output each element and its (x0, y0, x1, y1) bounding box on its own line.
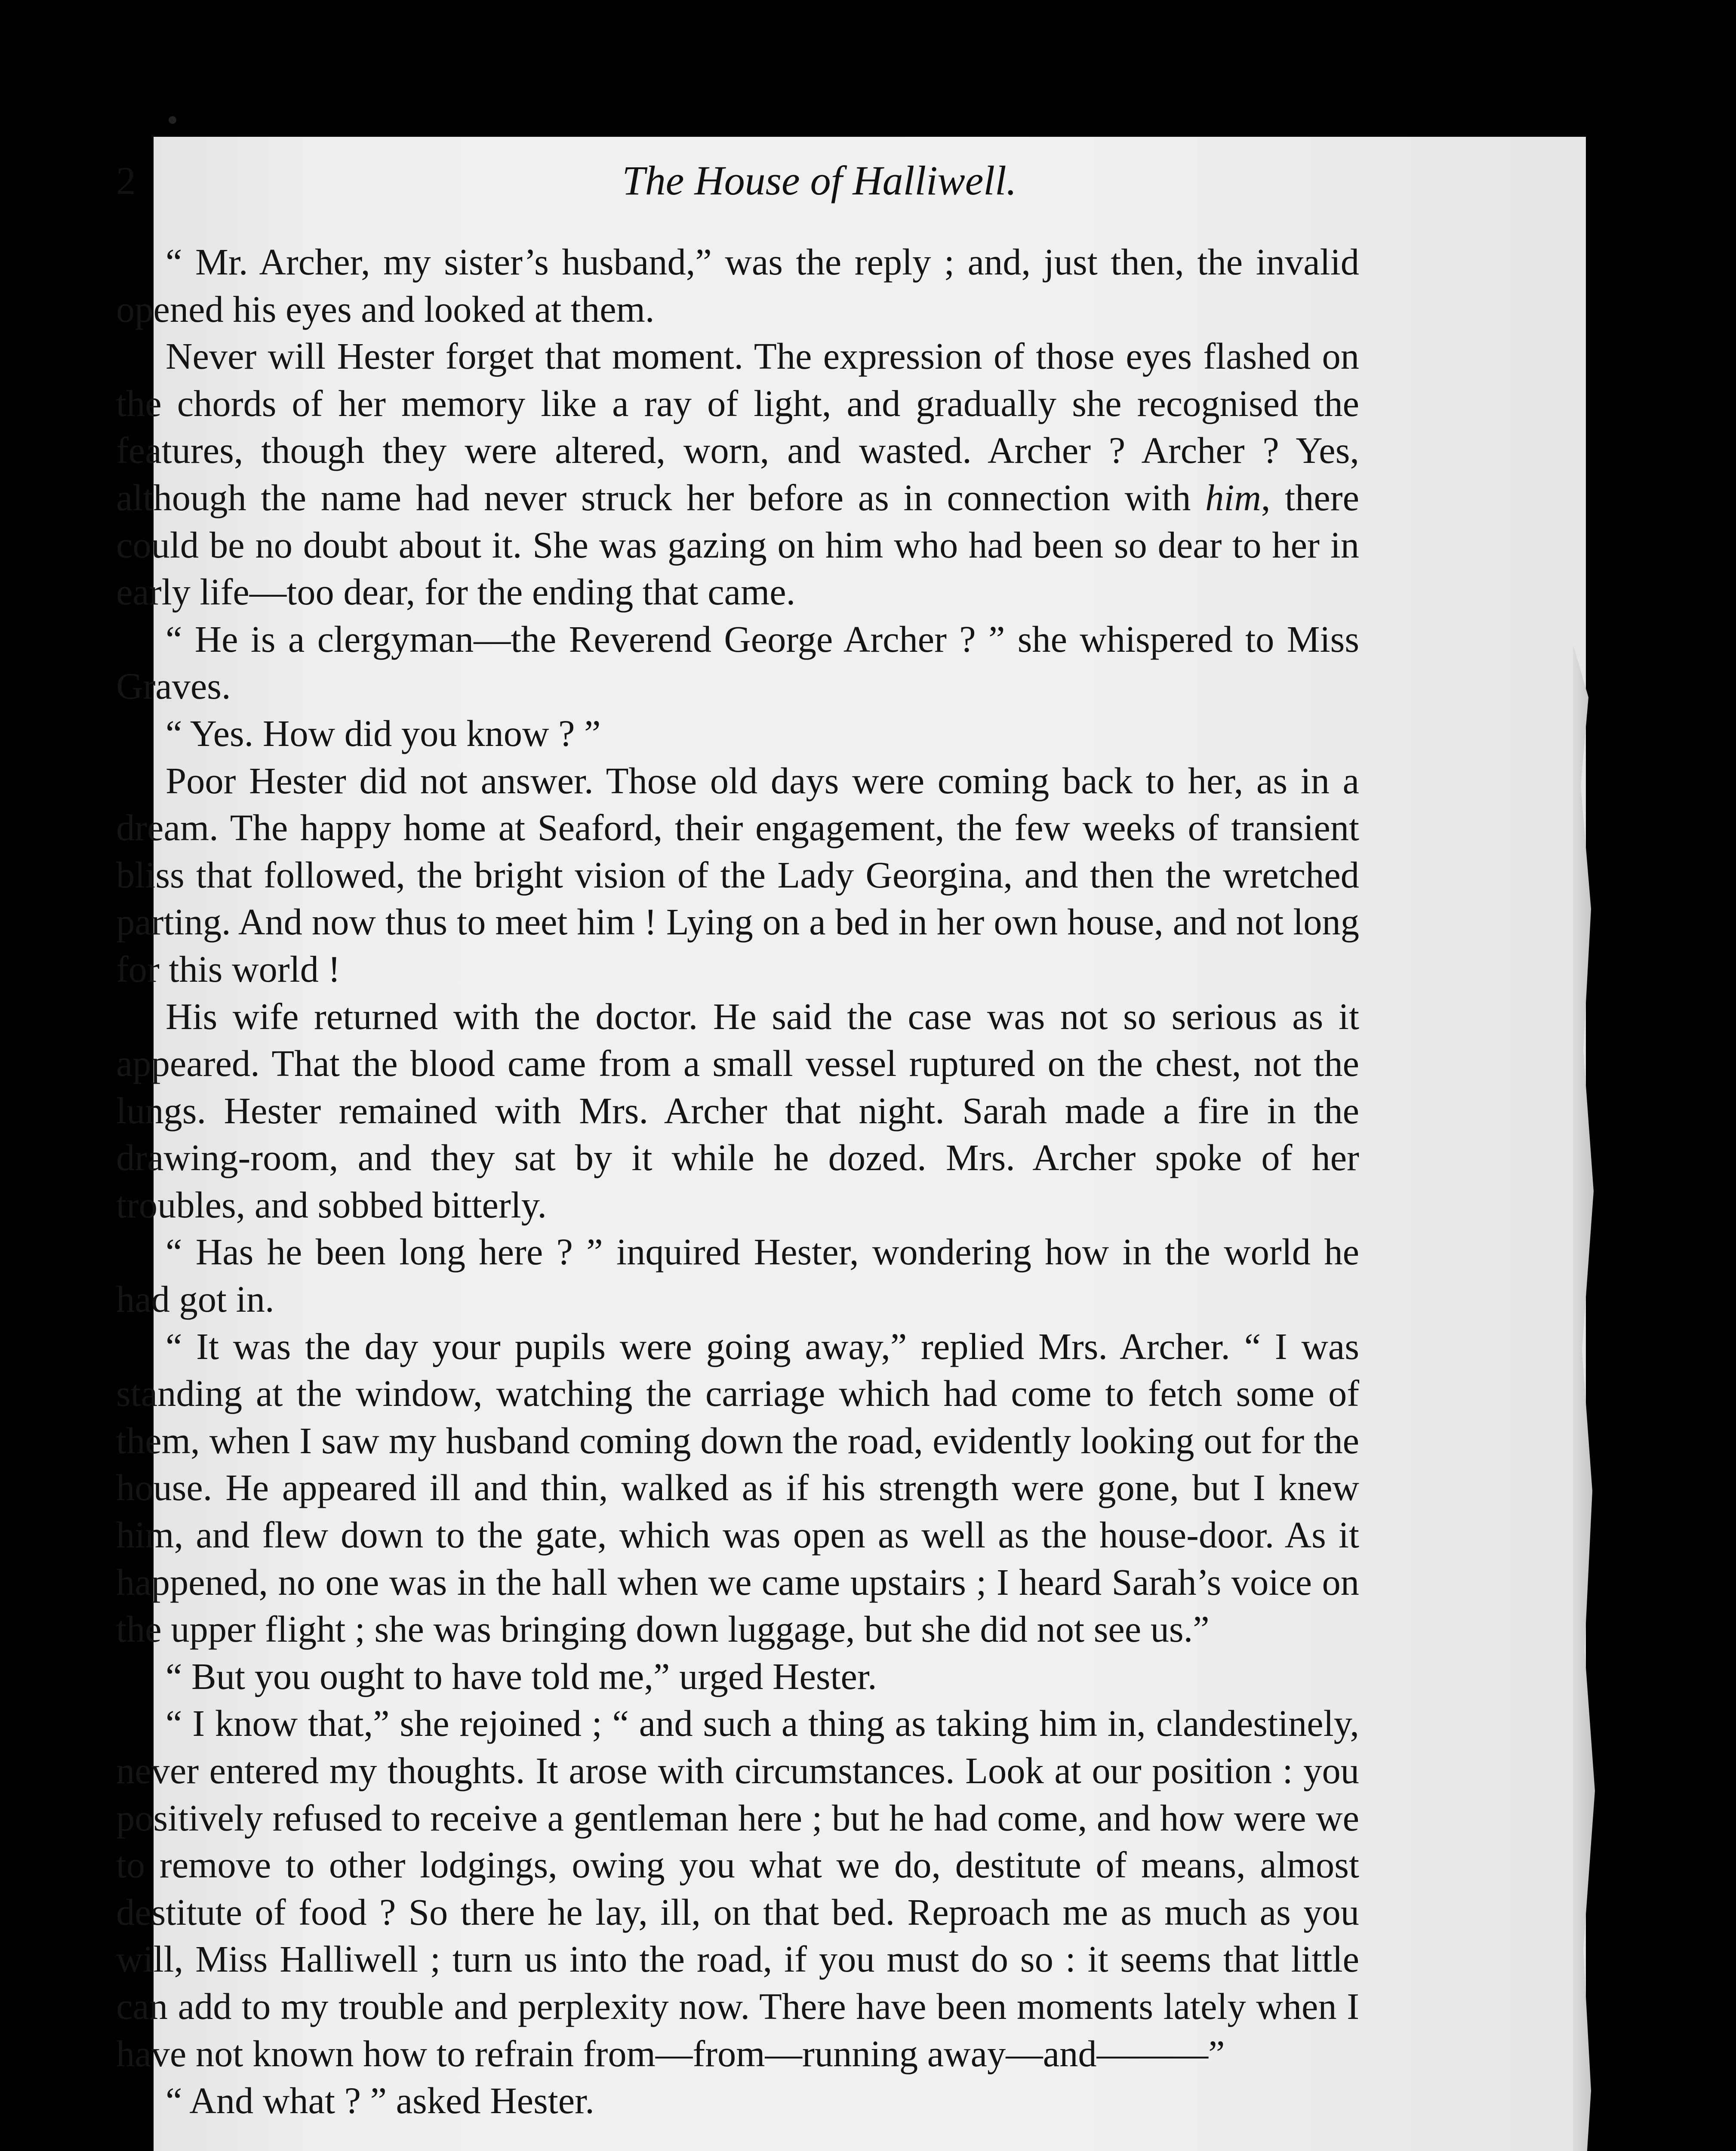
paragraph-5: Poor Hester did not answer. Those old days were coming back to her, as in a dream. The happy home at Seaford, their engagement, the few weeks of transient bliss that followed, the bright vision of the Lady Georgina, and then the wretched parting. And now thus to meet him ! Lying on a bed in her own house, and not long for this world ! (116, 760, 1359, 990)
paragraph-4: “ Yes. How did you know ? ” (166, 712, 601, 754)
paragraph-6: His wife returned with the doctor. He said the case was not so serious as it appeared. That the blood came from a small vessel ruptured on the chest, not the lungs. Hester remained with Mrs. Archer that night. Sarah made a fire in the drawing-room, and they sat by it while he dozed. Mrs. Archer spoke of her troubles, and sobbed bitterly. (116, 995, 1359, 1226)
running-title: The House of Halliwell. (622, 157, 1017, 203)
paragraph-7: “ Has he been long here ? ” inquired Hester, wondering how in the world he had got in. (116, 1231, 1359, 1320)
ink-speck (169, 116, 176, 124)
paragraph-10: “ I know that,” she rejoined ; “ and such a thing as taking him in, clandestinely, never entered my thoughts. It arose with circumstances. Look at our position : you positively refused to receive a gentleman here ; but he had come, and how were we to remove to other lodgings, owing you what we do, destitute of means, almost destitute of food ? So there he lay, ill, on that bed. Reproach me as much as you will, Miss Halliwell ; turn us into the road, if you must do so : it seems that little can add to my trouble and perplexity now. There have been moments lately when I have not known how to refrain from—from—running away—and———” (116, 1703, 1359, 2074)
paragraph-9: “ But you ought to have told me,” urged Hester. (166, 1655, 877, 1697)
paragraph-2-end: , there could be no doubt about it. She was gazing on him who had been so dear to her in early life—too dear, for the ending that came. (116, 477, 1359, 613)
page-number: 2 (116, 159, 136, 203)
paragraph-2-start: Never will Hester forget that moment. The expression of those eyes flashed on the chords of her memory like a ray of light, and gradually she recognised the features, though they were altered, worn, and wasted. Archer ? Archer ? Yes, although the name had never struck her before as in connection with (116, 336, 1359, 518)
paragraph-8: “ It was the day your pupils were going away,” replied Mrs. Archer. “ I was standing at the window, watching the carriage which had come to fetch some of them, when I saw my husband coming down the road, evidently looking out for the house. He appeared ill and thin, walked as if his strength were gone, but I knew him, and flew down to the gate, which was open as well as the house-door. As it happened, no one was in the hall when we came upstairs ; I heard Sarah’s voice on the upper flight ; she was bringing down luggage, but she did not see us.” (116, 1325, 1359, 1650)
paragraph-2-italic: him (1205, 477, 1261, 518)
page-header (116, 155, 1407, 215)
paragraph-11: “ And what ? ” asked Hester. (166, 2080, 594, 2122)
paragraph-1: “ Mr. Archer, my sister’s husband,” was the reply ; and, just then, the invalid opened his eyes and looked at them. (116, 241, 1359, 330)
body-text (116, 239, 1359, 2125)
paragraph-3: “ He is a clergyman—the Reverend George Archer ? ” she whispered to Miss Graves. (116, 618, 1359, 707)
paragraph-2 (116, 333, 1359, 616)
